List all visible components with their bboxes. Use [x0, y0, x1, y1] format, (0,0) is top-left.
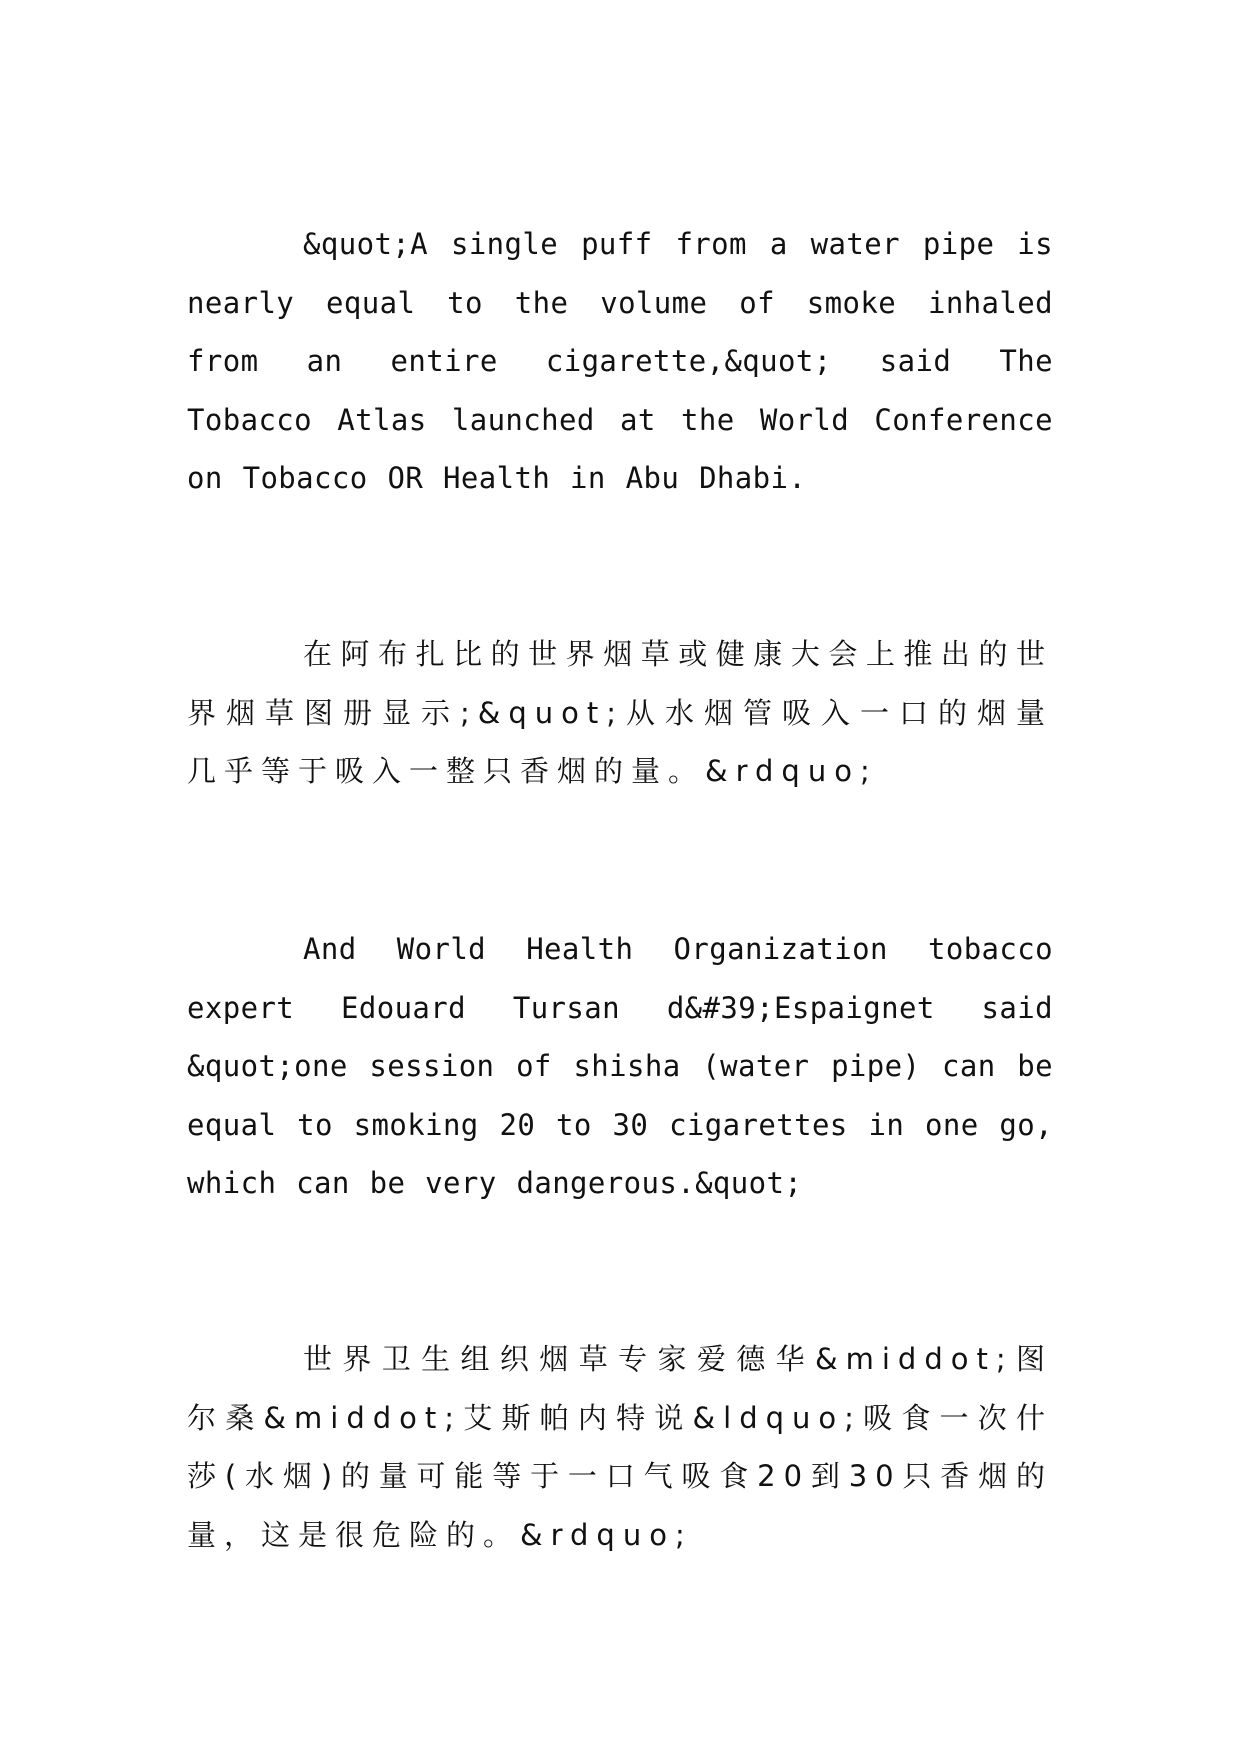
paragraph-english-2: And World Health Organization tobacco expert Edouard Tursan d&#39;Espaignet said &quot;one session of shisha (water pipe) can be equal to smoking 20 to 30 cigarettes in one go, which can be very dangerous.&quot; [187, 932, 1053, 1200]
paragraph-chinese-2: 世界卫生组织烟草专家爱德华&middot;图尔桑&middot;艾斯帕内特说&ldquo;吸食一次什莎(水烟)的量可能等于一口气吸食20到30只香烟的量，这是很危险的。&rdquo; [187, 1342, 1053, 1552]
paragraph-english-1: &quot;A single puff from a water pipe is nearly equal to the volume of smoke inhaled from an entire cigarette,&quot; said The Tobacco Atlas launched at the World Conference on Tobacco OR Health in Abu Dhabi. [187, 227, 1053, 495]
paragraph-chinese-1: 在阿布扎比的世界烟草或健康大会上推出的世界烟草图册显示;&quot;从水烟管吸入一口的烟量几乎等于吸入一整只香烟的量。&rdquo; [187, 637, 1053, 788]
